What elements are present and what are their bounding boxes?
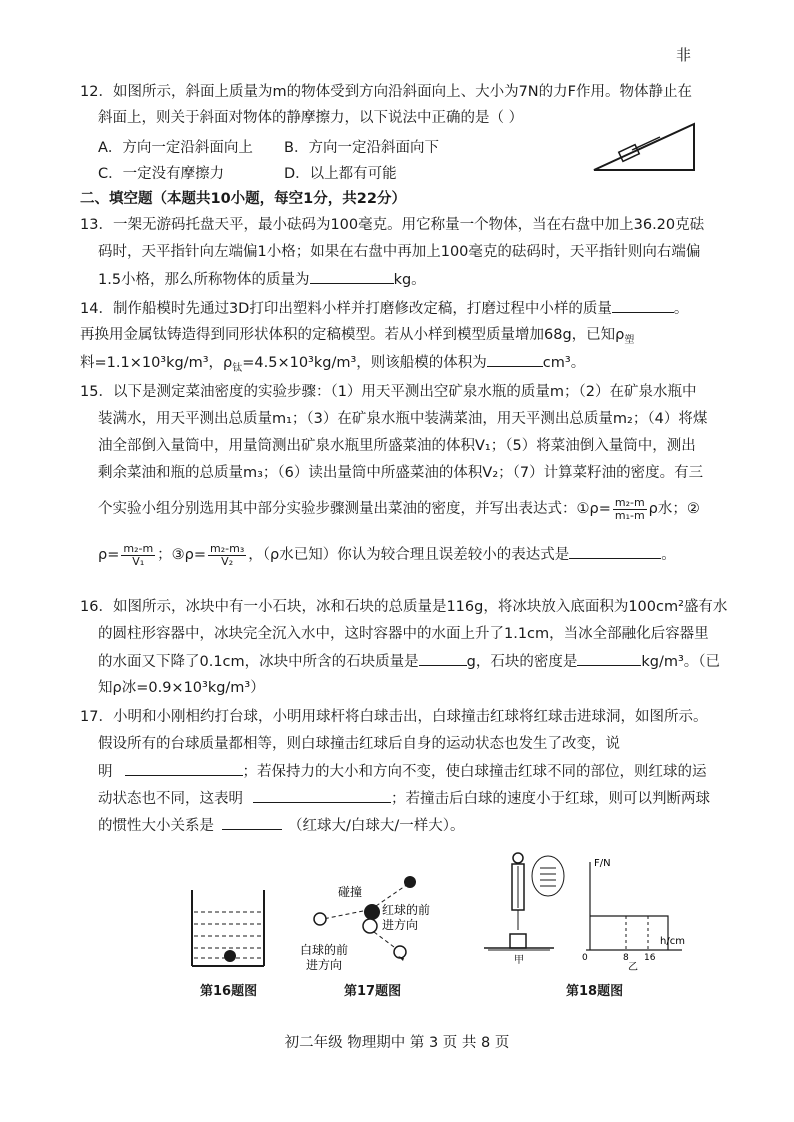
q16-text3b: g，石块的密度是 xyxy=(466,654,578,670)
q15-text5-tail: ρ水；② xyxy=(648,501,700,517)
formula-1 xyxy=(613,497,647,522)
q16-line4: 知ρ冰=0.9×10³kg/m³） xyxy=(98,680,265,696)
fig18-x2: 16 xyxy=(644,953,656,963)
q15-text5: 个实验小组分别选用其中部分实验步骤测量出菜油的密度，并写出表达式：①ρ= xyxy=(98,501,611,517)
q15-line5 xyxy=(98,494,700,524)
page-footer: 初二年级 物理期中 第 3 页 共 8 页 xyxy=(284,1035,510,1051)
formula-3-denominator: V₂ xyxy=(221,554,234,568)
q17-blank-3[interactable] xyxy=(222,815,282,830)
q12-line1: 12．如图所示，斜面上质量为m的物体受到方向沿斜面向上、大小为7N的力F作用。物体静止在 xyxy=(80,84,692,100)
formula-1-numerator: m₂-m xyxy=(614,495,645,509)
q14-text3a: 料=1.1×10³kg/m³，ρ xyxy=(80,355,233,371)
section-heading: 二、填空题（本题共10小题，每空1分，共22分） xyxy=(80,191,406,207)
q17-line1: 17．小明和小刚相约打台球，小明用球杆将白球击出，白球撞击红球将红球击进球洞，如图所示。 xyxy=(80,709,708,725)
formula-2-numerator: m₂-m xyxy=(123,541,154,555)
white-ball-impact-icon xyxy=(363,919,377,933)
q14-volume-blank[interactable] xyxy=(487,352,543,367)
red-ball-end-icon xyxy=(404,876,416,888)
q17-line2: 假设所有的台球质量都相等，则白球撞击红球后自身的运动状态也发生了改变，说 xyxy=(98,736,620,752)
q15-line6 xyxy=(98,540,676,570)
collide-label: 碰撞 xyxy=(338,885,363,899)
formula-3-numerator: m₂-m₃ xyxy=(210,541,245,555)
q17-line3 xyxy=(98,761,707,782)
fig18-x0: 0 xyxy=(582,953,588,963)
red-ball-icon xyxy=(364,904,380,920)
q14-text2: 再换用金属钛铸造得到同形状体积的定稿模型。若从小样到模型质量增加68g，已知ρ xyxy=(80,327,625,343)
q14-text: 14．制作船模时先通过3D打印出塑料小样并打磨修改定稿，打磨过程中小样的质量 xyxy=(80,301,612,317)
incline-figure xyxy=(590,118,700,174)
q14-line2 xyxy=(80,325,634,351)
q17-text5a: 的惯性大小关系是 xyxy=(98,818,214,834)
fig16-caption: 第16题图 xyxy=(200,984,258,999)
q16-text3c: kg/m³。（已 xyxy=(641,654,721,670)
stone-icon xyxy=(224,950,236,962)
white-ball-start-icon xyxy=(314,913,326,925)
q17-line5 xyxy=(98,815,465,836)
white-dir-label-2: 进方向 xyxy=(306,958,343,972)
formula-3 xyxy=(208,543,246,568)
q14-period: 。 xyxy=(673,301,689,317)
q17-blank-2[interactable] xyxy=(253,788,391,803)
q16-text3a: 的水面又下降了0.1cm，冰块中所含的石块质量是 xyxy=(98,654,419,670)
q12-option-d: D．以上都有可能 xyxy=(284,166,397,182)
fig17-caption: 第17题图 xyxy=(344,984,402,999)
q15-line4: 剩余菜油和瓶的总质量m₃；（6）读出量筒中所盛菜油的体积V₂；（7）计算菜籽油的密度。有三 xyxy=(98,465,704,481)
fig18-x1: 8 xyxy=(623,953,629,963)
q15-line2: 装满水，用天平测出总质量m₁；（3）在矿泉水瓶中装满菜油，用天平测出总质量m₂；（4）将煤 xyxy=(98,411,708,427)
q17-text5b: （红球大/白球大/一样大）。 xyxy=(288,818,465,834)
figure-18 xyxy=(478,850,686,972)
q13-line3 xyxy=(98,269,426,290)
q13-unit: kg。 xyxy=(393,272,426,288)
q15-answer-blank[interactable] xyxy=(569,544,661,559)
q17-text3a: 明 xyxy=(98,764,113,780)
q14-mass-blank[interactable] xyxy=(612,298,674,313)
q17-text4b: ；若撞击后白球的速度小于红球，则可以判断两球 xyxy=(391,791,710,807)
formula-2-denominator: V₁ xyxy=(132,554,145,568)
q15-text6: ，（ρ水已知）你认为较合理且误差较小的表达式是 xyxy=(248,547,570,563)
q16-stone-mass-blank[interactable] xyxy=(419,651,467,666)
q13-answer-blank[interactable] xyxy=(310,269,394,284)
corner-mark: 非 xyxy=(676,46,692,64)
q13-text: 1.5小格，那么所称物体的质量为 xyxy=(98,272,310,288)
q12-line2: 斜面上，则关于斜面对物体的静摩擦力，以下说法中正确的是（ ） xyxy=(98,110,524,126)
q12-option-c: C．一定没有摩擦力 xyxy=(98,166,225,182)
q16-line1: 16．如图所示，冰块中有一小石块，冰和石块的总质量是116g，将冰块放入底面积为100cm²盛有水 xyxy=(80,599,728,615)
q16-line3 xyxy=(98,651,720,672)
white-ball-end-icon xyxy=(394,946,406,958)
q14-text3b: =4.5×10³kg/m³，则该船模的体积为 xyxy=(242,355,487,371)
figure-17 xyxy=(296,862,446,974)
q17-text3b: ；若保持力的大小和方向不变，使白球撞击红球不同的部位，则红球的运 xyxy=(242,764,707,780)
fig18-jia-label: 甲 xyxy=(514,955,524,966)
formula-2 xyxy=(121,543,155,568)
q14-sub-titanium: 钛 xyxy=(232,362,243,374)
q12-option-a: A．方向一定沿斜面向上 xyxy=(98,140,253,156)
red-dir-label-2: 进方向 xyxy=(382,918,419,932)
q17-blank-1[interactable] xyxy=(125,761,243,776)
figure-16 xyxy=(188,886,268,970)
q15-line1: 15．以下是测定菜油密度的实验步骤：（1）用天平测出空矿泉水瓶的质量m；（2）在矿泉水瓶中 xyxy=(80,384,697,400)
q13-line2: 码时，天平指针向左端偏1小格；如果在右盘中再加上100毫克的砝码时，天平指针则向右端偏 xyxy=(98,244,701,260)
fig18-xlabel: h/cm xyxy=(660,936,685,947)
white-dir-label-1: 白球的前 xyxy=(300,943,349,957)
q14-line1 xyxy=(80,298,688,319)
q15-mid: ；③ρ= xyxy=(157,547,207,563)
block-icon xyxy=(510,934,526,948)
q12-option-b: B．方向一定沿斜面向下 xyxy=(284,140,439,156)
q16-line2: 的圆柱形容器中，冰块完全沉入水中，这时容器中的水面上升了1.1cm，当冰全部融化后容器里 xyxy=(98,626,709,642)
q13-line1: 13．一架无游码托盘天平，最小砝码为100毫克。用它称量一个物体，当在右盘中加上36.20克砝 xyxy=(80,217,705,233)
q14-line3 xyxy=(80,352,585,379)
q15-line3: 油全部倒入量筒中，用量筒测出矿泉水瓶里所盛菜油的体积V₁；（5）将菜油倒入量筒中，测出 xyxy=(98,438,696,454)
red-dir-label-1: 红球的前 xyxy=(382,903,431,917)
q17-line4 xyxy=(98,788,710,809)
fig18-ylabel: F/N xyxy=(594,858,611,869)
q16-density-blank[interactable] xyxy=(577,651,641,666)
q14-sub-plastic: 塑 xyxy=(624,334,635,346)
q14-unit: cm³。 xyxy=(542,355,586,371)
formula-1-denominator: m₁-m xyxy=(614,508,645,522)
fig18-caption: 第18题图 xyxy=(566,984,624,999)
q17-text4a: 动状态也不同，这表明 xyxy=(98,791,243,807)
fig18-yi-label: 乙 xyxy=(628,962,638,972)
q15-period: 。 xyxy=(661,547,676,563)
q15-rho: ρ= xyxy=(98,547,120,563)
